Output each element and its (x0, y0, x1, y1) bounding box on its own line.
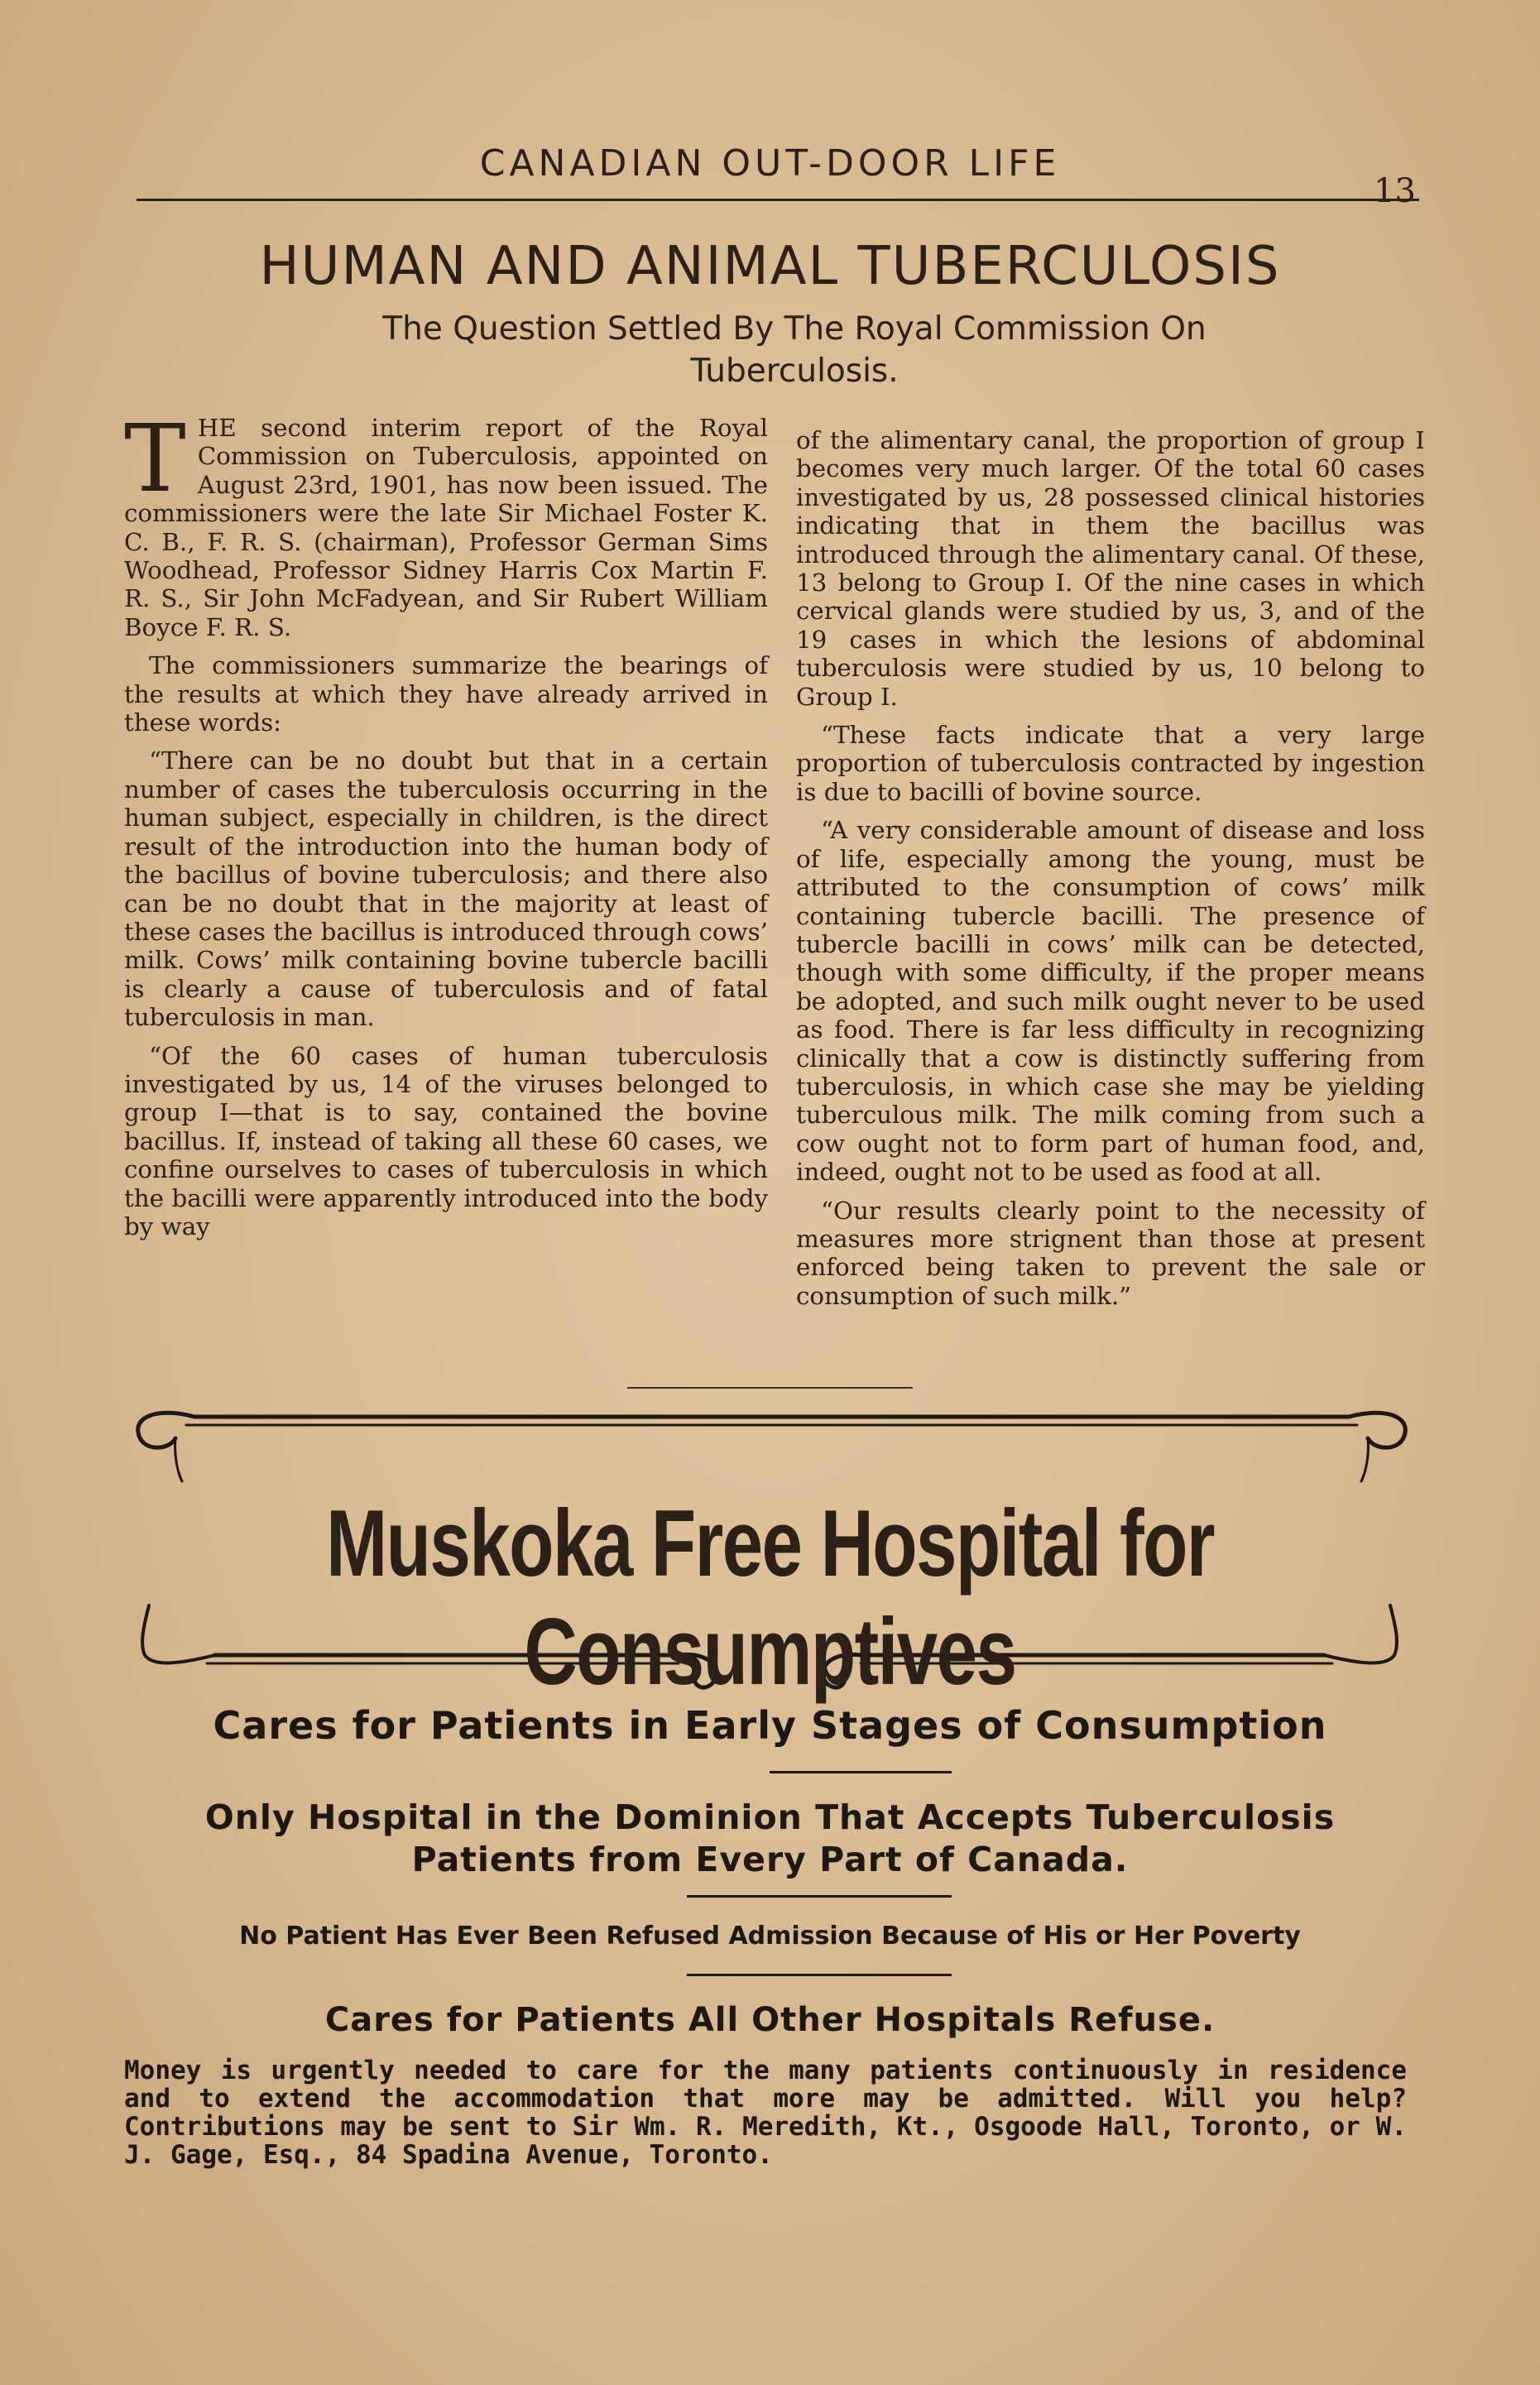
advert-line-poverty: No Patient Has Ever Been Refused Admission Because of His or Her Poverty (239, 1922, 1301, 1951)
drop-cap: T (124, 405, 186, 513)
advert-rule (687, 1895, 952, 1898)
article-paragraph: of the alimentary canal, the proportion of group I becomes very much larger. Of the total 60 cases investigated by us, 28 possessed clinical histories indicating that in them the bacillus was introduced through the alimentary canal. Of these, 13 belong to Group I. Of the nine cases in which cervical glands were studied by us, 3, and of the 19 cases in which the lesions of abdominal tuberculosis were studied by us, 10 belong to Group I. (796, 426, 1425, 711)
article-paragraph: “These facts indicate that a very large proportion of tuberculosis contracted by ingestion is due to bacilli of bovine source. (796, 721, 1425, 806)
article-paragraph: “Our results clearly point to the necessity of measures more strignent than those at present enforced being taken to prevent the sale or consumption of such milk.” (796, 1196, 1425, 1310)
advert-line-early-stages: Cares for Patients in Early Stages of Consumption (213, 1703, 1327, 1748)
article-title: HUMAN AND ANIMAL TUBERCULOSIS (259, 236, 1281, 297)
article-paragraph: The commissioners summarize the bearings of the results at which they have already arrived in these words: (124, 651, 768, 737)
article-paragraph: “A very considerable amount of disease and loss of life, especially among the young, must be attributed to the consumption of cows’ milk containing tubercle bacilli. The presence of tubercle bacilli in cows’ milk can be detected, though with some difficulty, if the proper means be adopted, and such milk ought never to be used as food. There is far less difficulty in recognizing clinically that a cow is distinctly suffering from tuberculosis, in which case she may be yielding tuberculous milk. The milk coming from such a cow ought not to form part of human food, and, indeed, ought not to be used as food at all. (796, 816, 1425, 1187)
advert-line-every-part: Patients from Every Part of Canada. (411, 1840, 1129, 1879)
advert-body: Money is urgently needed to care for the many patients continuously in residence and to extend the accommodation that more may be admitted. Will you help? Contributions may be sent to Sir Wm. R. Meredith, Kt., Osgoode Hall, Toronto, or W. J. Gage, Esq., 84 Spadina Avenue, Toronto. (124, 2056, 1407, 2170)
advert-rule (770, 1771, 952, 1773)
article-paragraph: “There can be no doubt but that in a certain number of cases the tuberculosis occurring in the human subject, especially in children, is the direct result of the introduction into the human body of the bacillus of bovine tuberculosis; and there also can be no doubt that in the majority at least of these cases the bacillus is introduced through cows’ milk. Cows’ milk containing bovine tubercle bacilli is clearly a cause of tuberculosis and of fatal tuberculosis in man. (124, 746, 768, 1032)
advert-line-only-hospital: Only Hospital in the Dominion That Accepts Tuberculosis (204, 1797, 1336, 1837)
article-subtitle: The Question Settled By The Royal Commission On Tuberculosis. (382, 310, 1207, 390)
article-paragraph: “Of the 60 cases of human tuberculosis investigated by us, 14 of the viruses belonged to group I—that is to say, contained the bovine bacillus. If, instead of taking all these 60 cases, we confine ourselves to cases of tuberculosis in which the bacilli were apparently introduced into the body by way (124, 1041, 768, 1240)
advert-rule (687, 1974, 952, 1976)
running-header: CANADIAN OUT-DOOR LIFE (479, 142, 1061, 185)
advert-line-refuse: Cares for Patients All Other Hospitals Refuse. (324, 2001, 1216, 2039)
advert-title: Muskoka Free Hospital for Consumptives (326, 1491, 1214, 1705)
intro-text: HE second interim report of the Royal Commission on Tuberculosis, appointed on August 23rd, 1901, has now been issued. The commissioners were the late Sir Michael Foster K. C. B., F. R. S. (chairman), Professor German Sims Woodhead, Professor Sidney Harris Cox Martin F. R. S., Sir John McFadyean, and Sir Rubert William Boyce F. R. S. (124, 414, 768, 641)
page-number: 13 (1374, 172, 1416, 210)
